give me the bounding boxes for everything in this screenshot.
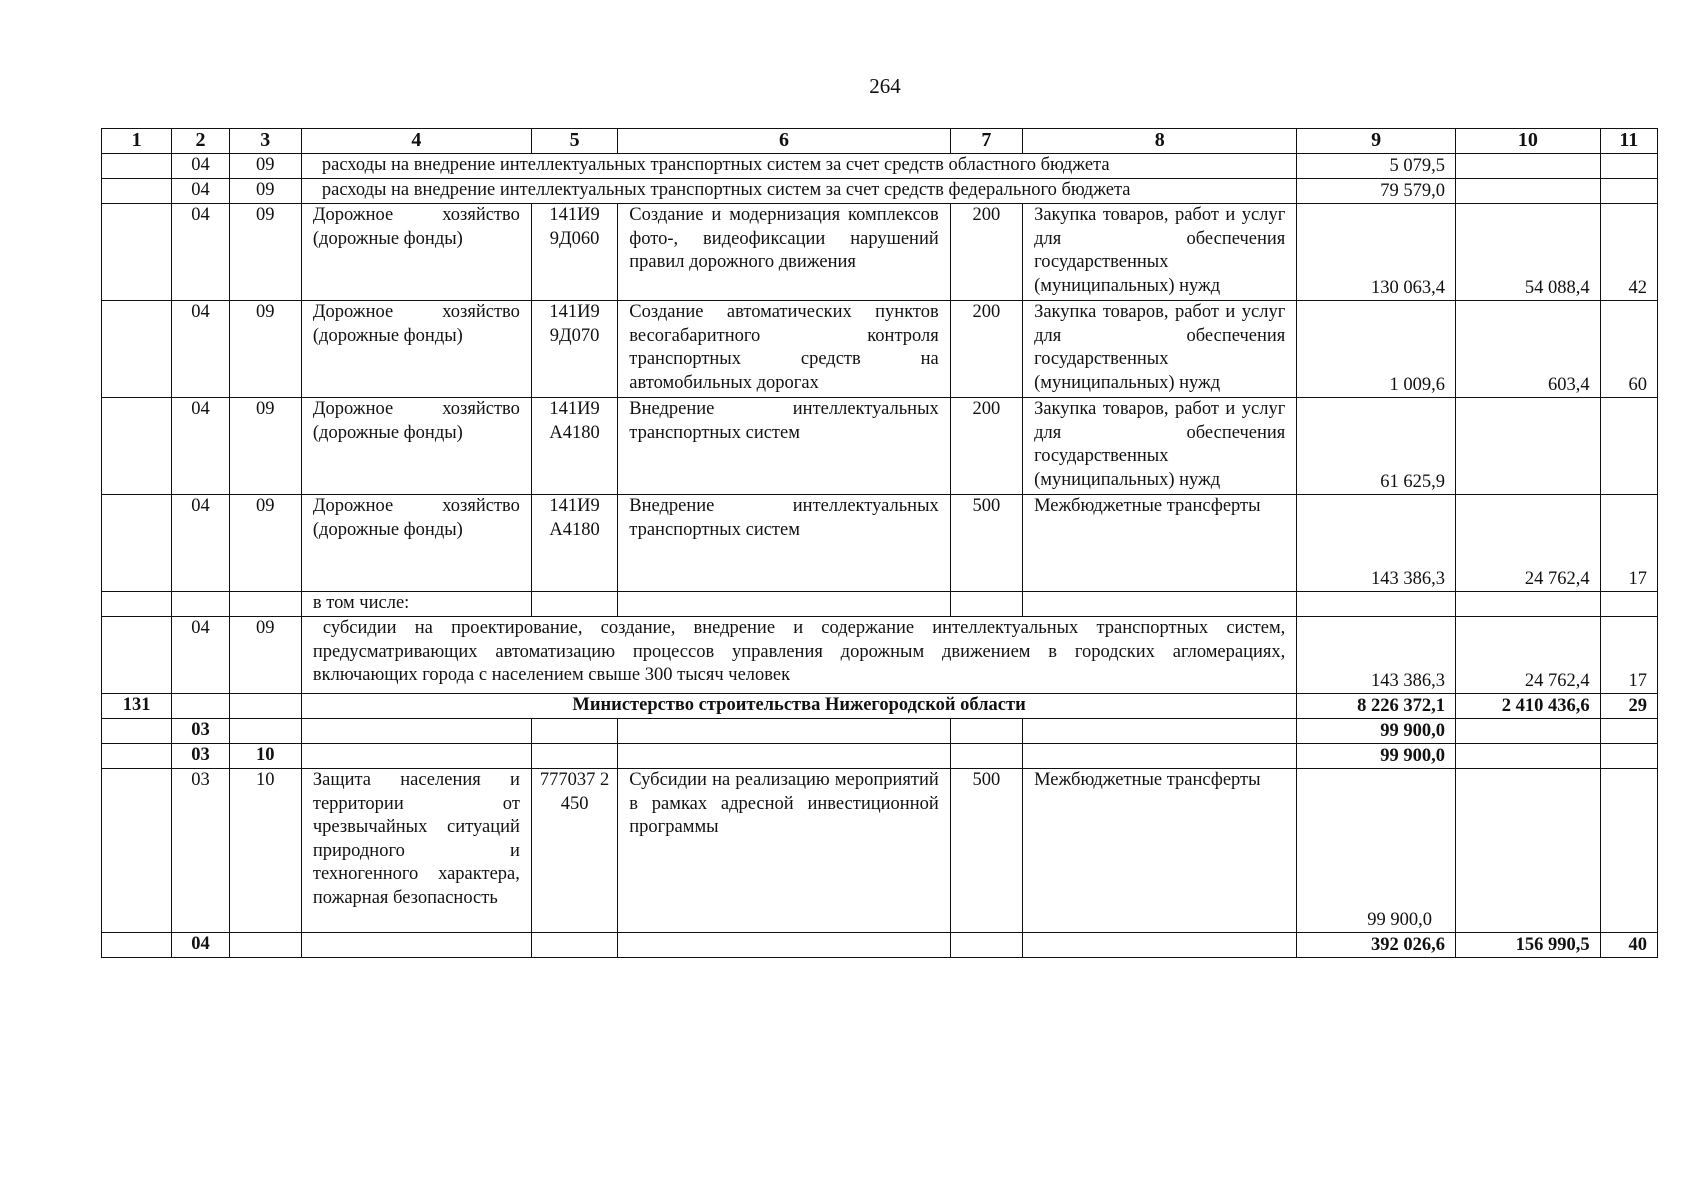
budget-table xyxy=(101,128,1658,958)
cell-col2: 04 xyxy=(172,204,229,301)
cell-col6 xyxy=(618,719,950,744)
table-row xyxy=(102,301,1658,398)
cell-col2: 04 xyxy=(172,301,229,398)
cell-col9: 99 900,0 xyxy=(1297,769,1456,933)
cell-col1 xyxy=(102,179,172,204)
cell-col10 xyxy=(1456,769,1601,933)
cell-col5: 777037 2450 xyxy=(531,769,617,933)
cell-col9 xyxy=(1297,592,1456,617)
cell-col7 xyxy=(950,933,1022,958)
cell-col2: 03 xyxy=(172,769,229,933)
ministry-title: Министерство строительства Нижегородской области xyxy=(301,694,1296,719)
cell-col1 xyxy=(102,592,172,617)
cell-col6: Внедрение интеллектуальных транспортных систем xyxy=(618,495,950,592)
cell-col6: Субсидии на реализацию мероприятий в рамках адресной инвестиционной программы xyxy=(618,769,950,933)
cell-col7 xyxy=(950,719,1022,744)
table-row xyxy=(102,694,1658,719)
table-row xyxy=(102,744,1658,769)
cell-col3 xyxy=(229,933,301,958)
cell-col9: 1 009,6 xyxy=(1297,301,1456,398)
cell-col3 xyxy=(229,719,301,744)
cell-col8 xyxy=(1023,933,1297,958)
column-header: 5 xyxy=(531,129,617,154)
cell-col3: 10 xyxy=(229,744,301,769)
table-row xyxy=(102,495,1658,592)
column-header: 1 xyxy=(102,129,172,154)
cell-col8: Закупка товаров, работ и услуг для обеспечения государственных (муниципальных) нужд xyxy=(1023,398,1297,495)
cell-col4: Дорожное хозяйство (дорожные фонды) xyxy=(301,398,531,495)
cell-col11 xyxy=(1600,154,1657,179)
cell-col3: 09 xyxy=(229,179,301,204)
row-description: расходы на внедрение интеллектуальных транспортных систем за счет средств областного бюджета xyxy=(301,154,1296,179)
row-description: расходы на внедрение интеллектуальных транспортных систем за счет средств федерального бюджета xyxy=(301,179,1296,204)
cell-col1 xyxy=(102,398,172,495)
cell-col2 xyxy=(172,694,229,719)
column-header: 8 xyxy=(1023,129,1297,154)
cell-col2: 03 xyxy=(172,744,229,769)
table-row xyxy=(102,769,1658,933)
cell-col8: Закупка товаров, работ и услуг для обеспечения государственных (муниципальных) нужд xyxy=(1023,204,1297,301)
cell-col3: 09 xyxy=(229,398,301,495)
cell-col1 xyxy=(102,204,172,301)
table-row xyxy=(102,398,1658,495)
column-header: 7 xyxy=(950,129,1022,154)
cell-col11 xyxy=(1600,719,1657,744)
cell-col7: 200 xyxy=(950,301,1022,398)
cell-col10 xyxy=(1456,154,1601,179)
cell-col9: 99 900,0 xyxy=(1297,719,1456,744)
cell-col1 xyxy=(102,617,172,694)
cell-col8: Межбюджетные трансферты xyxy=(1023,769,1297,933)
cell-col5 xyxy=(531,933,617,958)
cell-col3: 10 xyxy=(229,769,301,933)
cell-col11 xyxy=(1600,398,1657,495)
cell-col3 xyxy=(229,592,301,617)
cell-col2: 04 xyxy=(172,933,229,958)
table-row xyxy=(102,204,1658,301)
column-header: 11 xyxy=(1600,129,1657,154)
cell-col10: 54 088,4 xyxy=(1456,204,1601,301)
column-header: 3 xyxy=(229,129,301,154)
cell-col3: 09 xyxy=(229,204,301,301)
cell-col10 xyxy=(1456,592,1601,617)
cell-col3: 09 xyxy=(229,617,301,694)
cell-col2: 04 xyxy=(172,495,229,592)
cell-col9: 143 386,3 xyxy=(1297,495,1456,592)
cell-col6 xyxy=(618,592,950,617)
table-row xyxy=(102,719,1658,744)
cell-col2: 04 xyxy=(172,179,229,204)
cell-col6: Создание и модернизация комплексов фото-, видеофиксации нарушений правил дорожного движения xyxy=(618,204,950,301)
cell-col3 xyxy=(229,694,301,719)
column-header: 10 xyxy=(1456,129,1601,154)
cell-col1: 131 xyxy=(102,694,172,719)
cell-col4: в том числе: xyxy=(301,592,531,617)
cell-col6: Создание автоматических пунктов весогабаритного контроля транспортных средств на автомобильных дорогах xyxy=(618,301,950,398)
cell-col5: 141И9 9Д070 xyxy=(531,301,617,398)
cell-col1 xyxy=(102,933,172,958)
cell-col9: 99 900,0 xyxy=(1297,744,1456,769)
cell-col10 xyxy=(1456,744,1601,769)
cell-col7: 200 xyxy=(950,204,1022,301)
cell-col11 xyxy=(1600,744,1657,769)
cell-col9: 143 386,3 xyxy=(1297,617,1456,694)
cell-col5: 141И9 9Д060 xyxy=(531,204,617,301)
cell-col9: 5 079,5 xyxy=(1297,154,1456,179)
cell-col1 xyxy=(102,301,172,398)
cell-col5 xyxy=(531,744,617,769)
cell-col1 xyxy=(102,495,172,592)
cell-col11 xyxy=(1600,769,1657,933)
cell-col4 xyxy=(301,933,531,958)
cell-col11: 40 xyxy=(1600,933,1657,958)
table-row xyxy=(102,592,1658,617)
cell-col8 xyxy=(1023,719,1297,744)
cell-col8: Закупка товаров, работ и услуг для обеспечения государственных (муниципальных) нужд xyxy=(1023,301,1297,398)
cell-col1 xyxy=(102,769,172,933)
cell-col5: 141И9 А4180 xyxy=(531,495,617,592)
cell-col4 xyxy=(301,744,531,769)
cell-col3: 09 xyxy=(229,154,301,179)
column-number-row xyxy=(102,129,1658,154)
cell-col11 xyxy=(1600,592,1657,617)
cell-col8 xyxy=(1023,592,1297,617)
cell-col11: 17 xyxy=(1600,617,1657,694)
cell-col4: Дорожное хозяйство (дорожные фонды) xyxy=(301,301,531,398)
cell-col2 xyxy=(172,592,229,617)
cell-col9: 8 226 372,1 xyxy=(1297,694,1456,719)
cell-col5 xyxy=(531,719,617,744)
page-number: 264 xyxy=(869,74,901,98)
cell-col1 xyxy=(102,744,172,769)
cell-col9: 61 625,9 xyxy=(1297,398,1456,495)
cell-col3: 09 xyxy=(229,495,301,592)
cell-col10: 156 990,5 xyxy=(1456,933,1601,958)
cell-col10: 24 762,4 xyxy=(1456,617,1601,694)
cell-col10: 24 762,4 xyxy=(1456,495,1601,592)
cell-col4: Дорожное хозяйство (дорожные фонды) xyxy=(301,495,531,592)
cell-col7: 200 xyxy=(950,398,1022,495)
cell-col3: 09 xyxy=(229,301,301,398)
cell-col4: Дорожное хозяйство (дорожные фонды) xyxy=(301,204,531,301)
table-row xyxy=(102,179,1658,204)
column-header: 4 xyxy=(301,129,531,154)
cell-col2: 04 xyxy=(172,154,229,179)
cell-col7: 500 xyxy=(950,769,1022,933)
cell-col11: 29 xyxy=(1600,694,1657,719)
cell-col7: 500 xyxy=(950,495,1022,592)
row-description xyxy=(301,617,1296,694)
cell-col1 xyxy=(102,154,172,179)
cell-col10: 2 410 436,6 xyxy=(1456,694,1601,719)
cell-col10 xyxy=(1456,179,1601,204)
cell-col9: 392 026,6 xyxy=(1297,933,1456,958)
cell-col1 xyxy=(102,719,172,744)
column-header: 9 xyxy=(1297,129,1456,154)
cell-col6: Внедрение интеллектуальных транспортных систем xyxy=(618,398,950,495)
cell-col9: 130 063,4 xyxy=(1297,204,1456,301)
table-row xyxy=(102,154,1658,179)
row-description-text: субсидии на проектирование, создание, внедрение и содержание интеллектуальных транспортных систем, предусматривающих автоматизацию процессов управления дорожным движением в городских агломерациях, включающих города с населением свыше 300 тысяч человек xyxy=(312,618,1286,685)
column-header: 2 xyxy=(172,129,229,154)
cell-col11: 42 xyxy=(1600,204,1657,301)
cell-col6 xyxy=(618,933,950,958)
cell-col10 xyxy=(1456,719,1601,744)
cell-col2: 04 xyxy=(172,398,229,495)
cell-col11 xyxy=(1600,179,1657,204)
cell-col6 xyxy=(618,744,950,769)
cell-col11: 17 xyxy=(1600,495,1657,592)
cell-col10: 603,4 xyxy=(1456,301,1601,398)
column-header: 6 xyxy=(618,129,950,154)
cell-col4: Защита населения и территории от чрезвычайных ситуаций природного и техногенного характера, пожарная безопасность xyxy=(301,769,531,933)
cell-col9: 79 579,0 xyxy=(1297,179,1456,204)
cell-col8: Межбюджетные трансферты xyxy=(1023,495,1297,592)
cell-col5 xyxy=(531,592,617,617)
cell-col5: 141И9 А4180 xyxy=(531,398,617,495)
table-row xyxy=(102,617,1658,694)
cell-col10 xyxy=(1456,398,1601,495)
cell-col11: 60 xyxy=(1600,301,1657,398)
cell-col8 xyxy=(1023,744,1297,769)
cell-col7 xyxy=(950,744,1022,769)
cell-col7 xyxy=(950,592,1022,617)
table-row xyxy=(102,933,1658,958)
cell-col4 xyxy=(301,719,531,744)
cell-col2: 04 xyxy=(172,617,229,694)
cell-col2: 03 xyxy=(172,719,229,744)
